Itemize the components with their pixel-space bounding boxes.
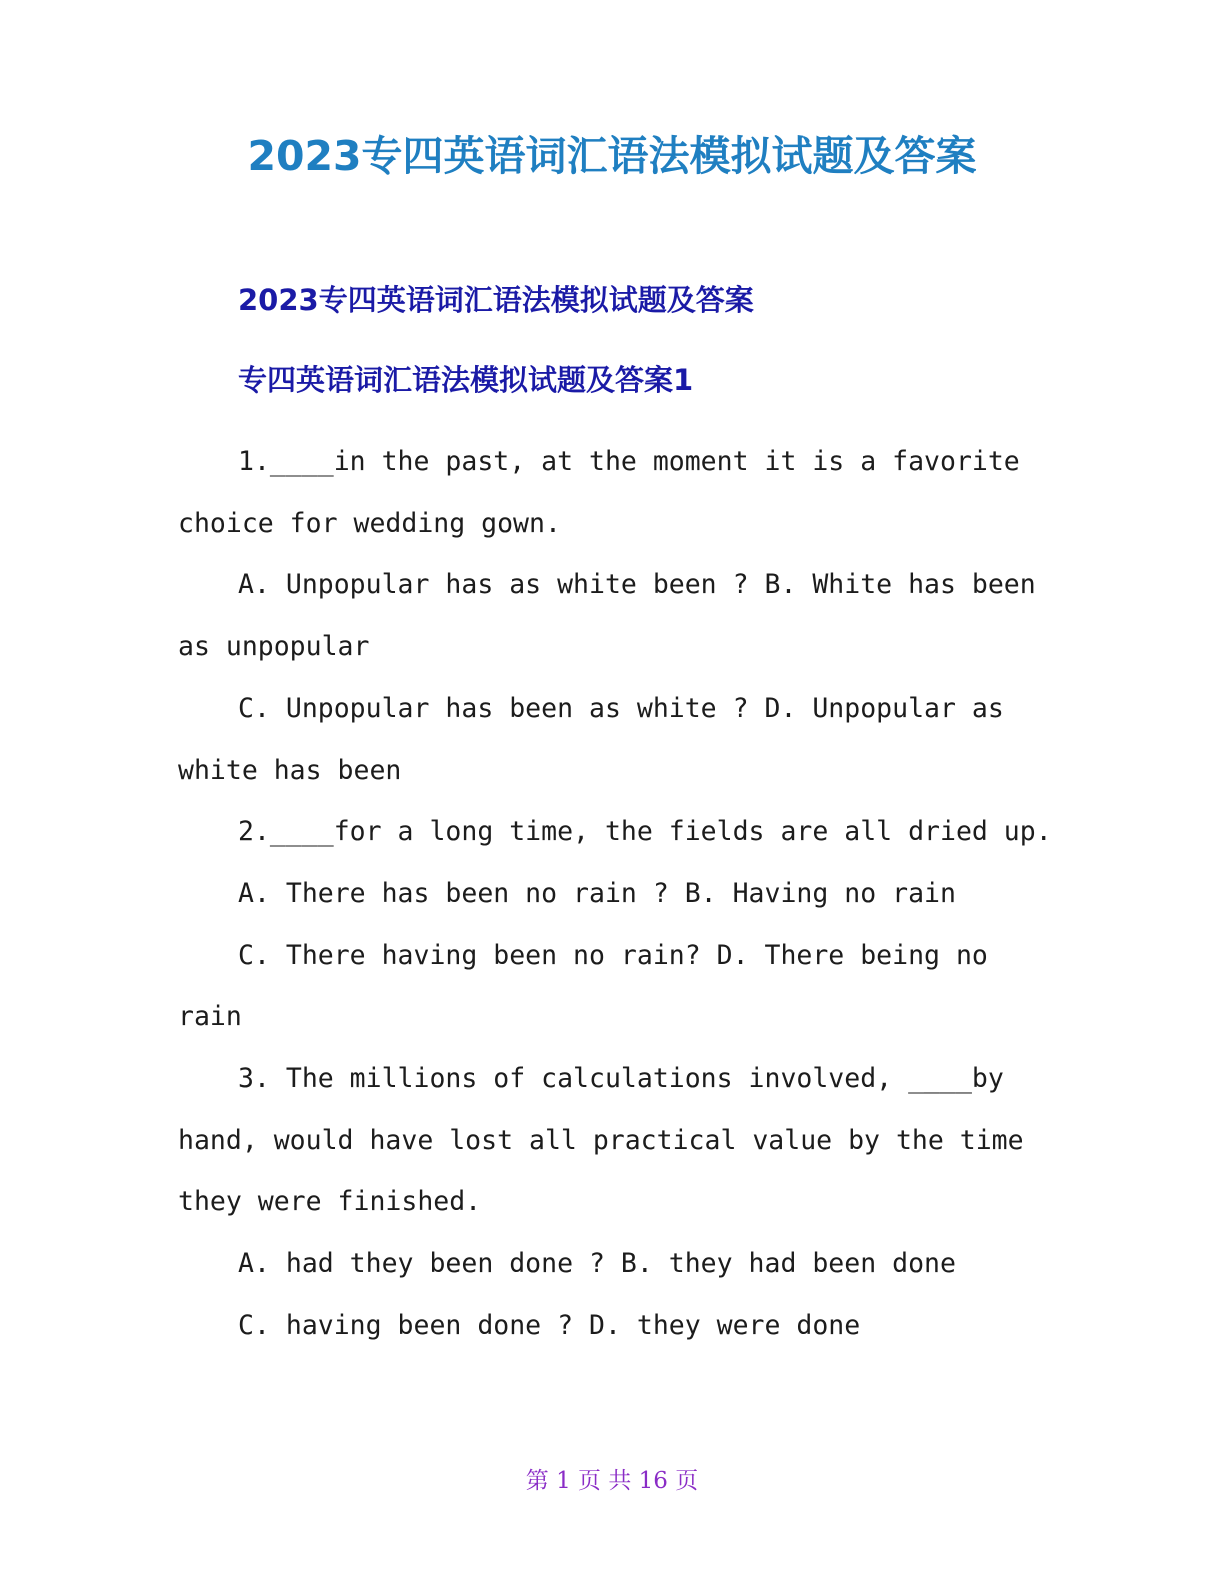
section-heading: 2023专四英语词汇语法模拟试题及答案 <box>238 283 754 317</box>
page-number-footer: 第 1 页 共 16 页 <box>525 1468 699 1494</box>
question-3-stem: 3. The millions of calculations involved, ____by hand, would have lost all practical value by the time they were finished. <box>178 1063 1024 1218</box>
question-3-options-cd: C. having been done ? D. they were done <box>238 1309 861 1341</box>
question-2-options-ab: A. There has been no rain ? B. Having no rain <box>238 877 956 909</box>
document-title: 2023专四英语词汇语法模拟试题及答案 <box>247 132 977 180</box>
question-1-options-cd: C. Unpopular has been as white ? D. Unpopular as white has been <box>178 692 1004 786</box>
question-2-stem: 2.____for a long time, the fields are all dried up. <box>238 816 1052 848</box>
subsection-heading: 专四英语词汇语法模拟试题及答案1 <box>238 363 694 397</box>
document-body <box>178 431 1058 1357</box>
question-1-stem: 1.____in the past, at the moment it is a favorite choice for wedding gown. <box>178 446 1020 539</box>
question-2-options-cd: C. There having been no rain? D. There being no rain <box>178 939 988 1033</box>
question-1-options-ab: A. Unpopular has as white been ? B. White has been as unpopular <box>178 569 1036 663</box>
question-3-options-ab: A. had they been done ? B. they had been done <box>238 1248 956 1280</box>
